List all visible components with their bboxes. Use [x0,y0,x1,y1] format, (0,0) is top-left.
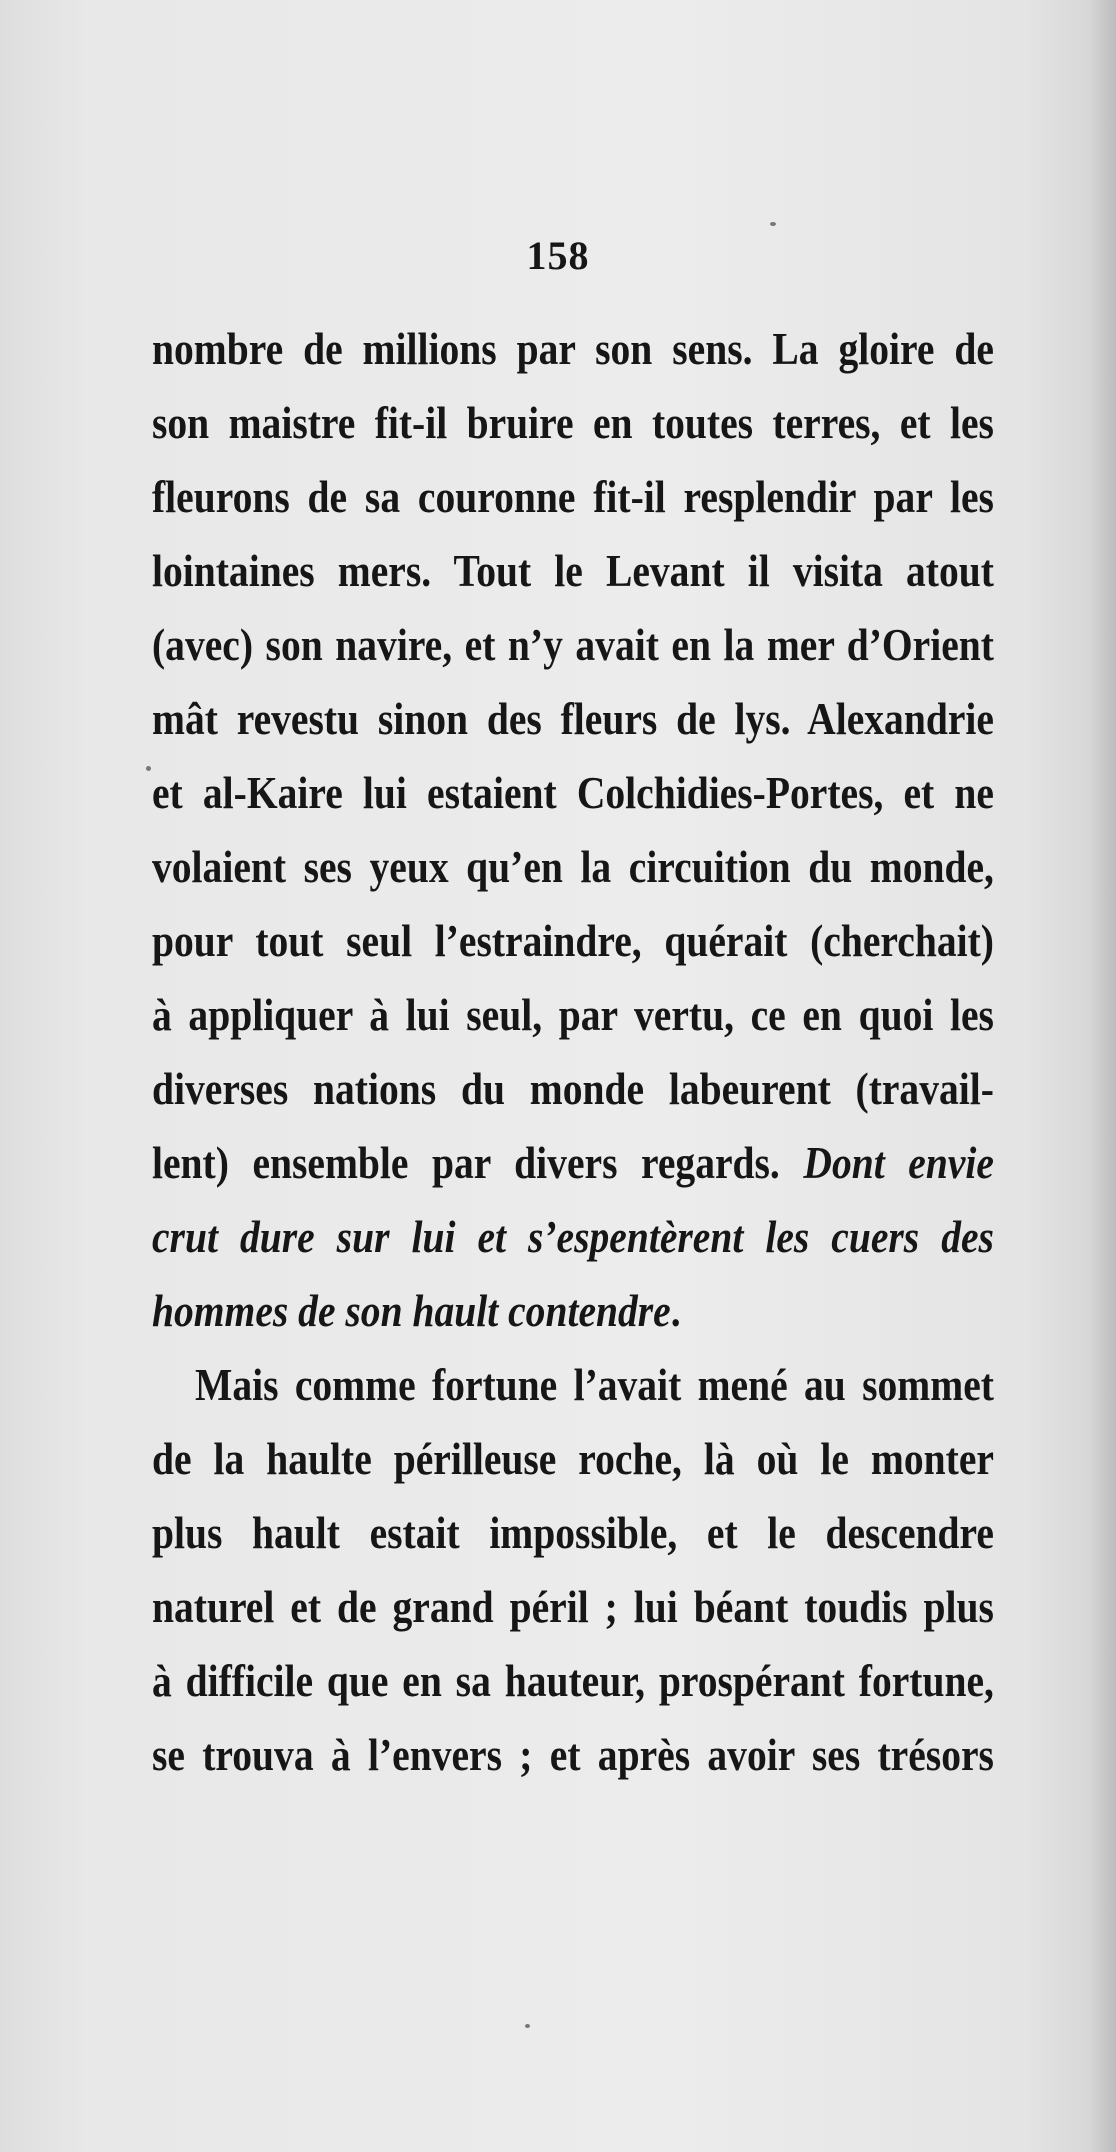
text-line [152,386,994,460]
line-text: volaient ses yeux qu’en la circuition du monde, [152,841,994,892]
text-line [152,534,994,608]
text-line [152,1644,994,1718]
italic-text: crut dure sur lui et s’espentèrent les cuers des [152,1211,994,1262]
line-text: à difficile que en sa hauteur, prospérant fortune, [152,1655,994,1706]
ink-speck [770,222,776,226]
line-text: à appliquer à lui seul, par vertu, ce en quoi les [152,989,994,1040]
line-text: et al-Kaire lui estaient Colchidies-Portes, et ne [152,767,994,818]
text-line [152,1496,994,1570]
text-line [152,1052,994,1126]
line-text: nombre de millions par son sens. La gloire de [152,323,994,374]
line-text: Mais comme fortune l’avait mené au sommet [195,1359,994,1410]
text-line [152,756,994,830]
line-text: de la haulte périlleuse roche, là où le monter [152,1433,994,1484]
page-number: 158 [526,233,590,278]
text-line [152,1200,994,1274]
italic-text: hommes de son hault contendre [152,1285,671,1336]
italic-text: Dont envie [803,1137,994,1188]
line-text: fleurons de sa couronne fit-il resplendir par les [152,471,994,522]
page-edge-shadow [1088,0,1116,2152]
text-line [152,608,994,682]
line-text: son maistre fit-il bruire en toutes terres, et les [152,397,994,448]
line-text: . [670,1285,681,1336]
text-line [152,830,994,904]
line-text: (avec) son navire, et n’y avait en la mer d’Orient [152,619,994,670]
line-text: pour tout seul l’estraindre, quérait (cherchait) [152,915,994,966]
text-line [152,1718,994,1792]
text-line [152,1274,994,1348]
paragraph-2 [152,1348,994,1792]
text-line [152,1570,994,1644]
text-line [152,1348,994,1422]
line-text: plus hault estait impossible, et le descendre [152,1507,994,1558]
line-text: mât revestu sinon des fleurs de lys. Alexandrie [152,693,994,744]
text-line [152,904,994,978]
text-line [152,1126,994,1200]
line-text: naturel et de grand péril ; lui béant toudis plus [152,1581,994,1632]
text-line [152,1422,994,1496]
text-line [152,682,994,756]
text-line [152,978,994,1052]
line-text: lent) ensemble par divers regards. [152,1137,804,1188]
body-text [152,312,994,1792]
line-text: diverses nations du monde labeurent (travail- [152,1063,994,1114]
text-line [152,460,994,534]
text-line [152,312,994,386]
line-text: se trouva à l’envers ; et après avoir ses trésors [152,1729,994,1780]
line-text: lointaines mers. Tout le Levant il visita atout [152,545,994,596]
ink-speck [525,2024,530,2028]
paragraph-1 [152,312,994,1348]
ink-speck [146,766,151,771]
